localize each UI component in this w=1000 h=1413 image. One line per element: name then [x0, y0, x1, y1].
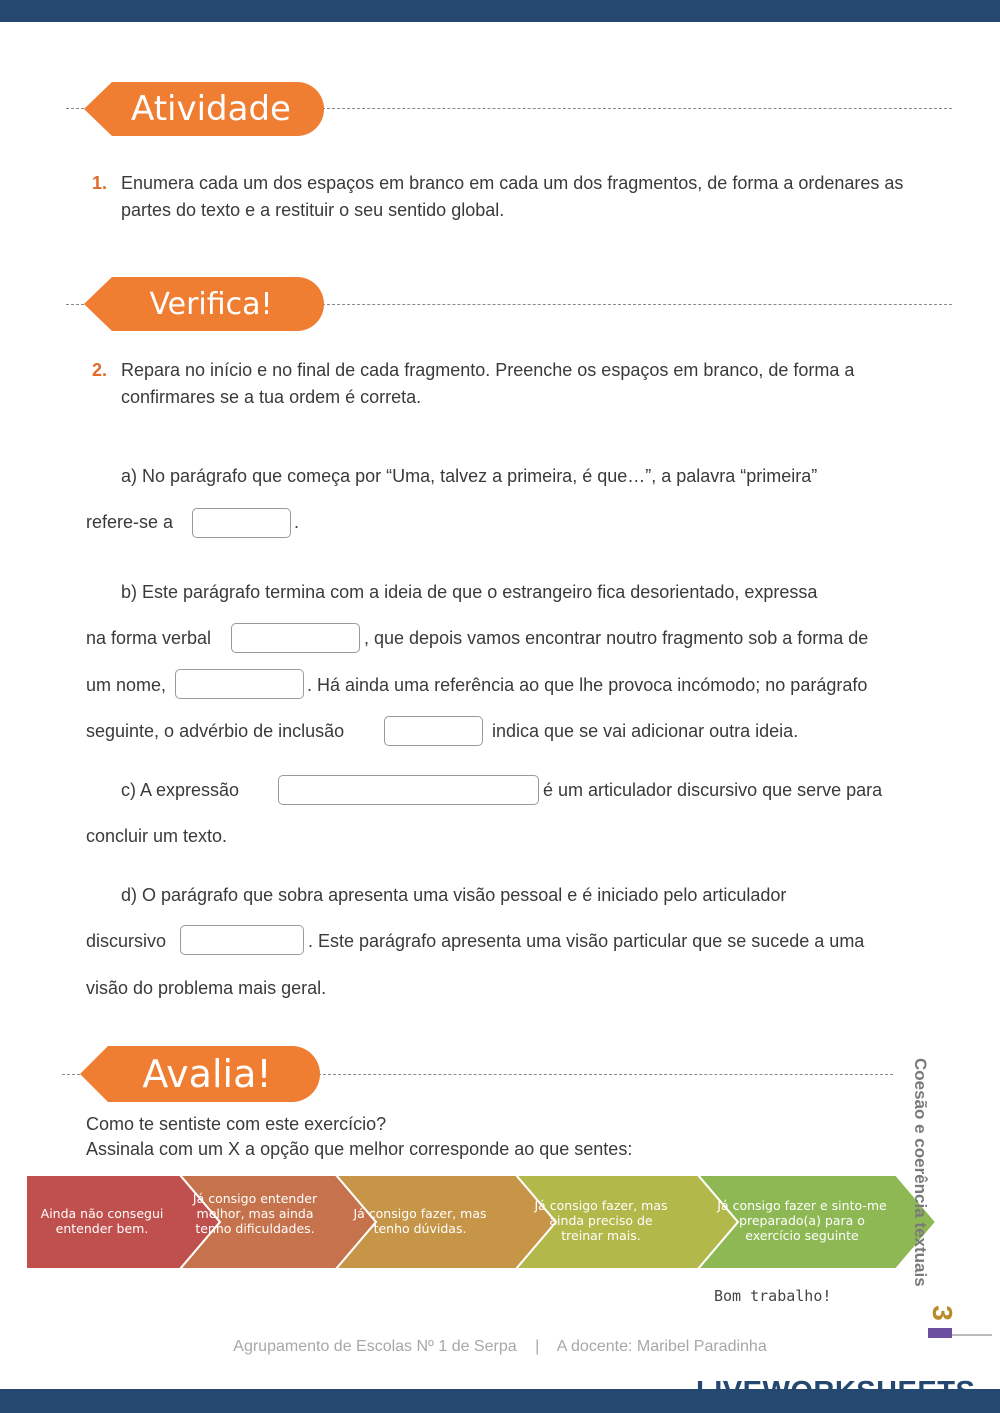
chapter-title: Coesão e coerência textuais [911, 1058, 930, 1287]
evaluation-option-label[interactable]: Ainda não consegui entender bem. [40, 1206, 164, 1236]
item-d-line: discursivo [86, 931, 167, 951]
chapter-sidebar [911, 1058, 958, 1296]
item-b-line: indica que se vai adicionar outra ideia. [492, 721, 799, 741]
item-a-line: . [294, 512, 300, 532]
chapter-accent-line [952, 1334, 992, 1336]
answer-blank-b2[interactable] [175, 669, 304, 699]
evaluation-prompt: Como te sentiste com este exercício? [86, 1114, 387, 1134]
chapter-number: 3 [927, 1305, 958, 1321]
item-c-line: concluir um texto. [86, 826, 228, 846]
dashed-rule [318, 1074, 893, 1075]
evaluation-option-label[interactable]: Já consigo fazer e sinto-me preparado(a) para o exercício seguinte [717, 1198, 887, 1243]
question-2 [92, 357, 932, 411]
dashed-rule [322, 304, 952, 305]
item-c-line: c) A expressão [121, 780, 240, 800]
section-title: Atividade [131, 89, 291, 129]
footer-school: Agrupamento de Escolas Nº 1 de Serpa [233, 1338, 517, 1355]
section-banner-avalia [80, 1046, 320, 1102]
section-title: Verifica! [149, 286, 273, 322]
answer-blank-a[interactable] [192, 508, 291, 538]
answer-blank-b1[interactable] [231, 623, 360, 653]
evaluation-option-label[interactable]: Já consigo fazer, mas tenho dúvidas. [353, 1206, 487, 1236]
dashed-rule [62, 1074, 80, 1075]
evaluation-option-label[interactable]: Já consigo entender melhor, mas ainda tenho dificuldades. [192, 1191, 318, 1236]
item-d-line: visão do problema mais geral. [86, 978, 327, 998]
footer-separator: | [535, 1338, 540, 1355]
question-number: 2. [92, 360, 108, 380]
question-number: 1. [92, 173, 108, 193]
item-b-line: na forma verbal [86, 628, 212, 648]
footer-teacher: A docente: Maribel Paradinha [556, 1338, 767, 1355]
item-d-line: . Este parágrafo apresenta uma visão particular que se sucede a uma [308, 931, 865, 951]
chapter-accent [928, 1328, 952, 1338]
question-text: Repara no início e no final de cada fragmento. Preenche os espaços em branco, de forma a confirmares se a tua ordem é correta. [121, 360, 855, 407]
section-banner-verifica [84, 277, 324, 331]
item-d-line: d) O parágrafo que sobra apresenta uma visão pessoal e é iniciado pelo articulador [121, 885, 787, 905]
dashed-rule [66, 304, 84, 305]
item-a-line: refere-se a [86, 512, 174, 532]
answer-blank-c[interactable] [278, 775, 539, 805]
closing-note: Bom trabalho! [714, 1287, 832, 1305]
item-b-line: . Há ainda uma referência ao que lhe provoca incómodo; no parágrafo [307, 675, 868, 695]
evaluation-prompt: Assinala com um X a opção que melhor corresponde ao que sentes: [86, 1139, 633, 1159]
item-a-line: a) No parágrafo que começa por “Uma, talvez a primeira, é que…”, a palavra “primeira” [121, 466, 818, 486]
section-banner-atividade [84, 82, 324, 136]
section-title: Avalia! [142, 1052, 272, 1096]
answer-blank-b3[interactable] [384, 716, 483, 746]
answer-blank-d[interactable] [180, 925, 304, 955]
question-1 [92, 170, 932, 224]
brand-logo: LIVEWORKSHEETS [696, 1376, 976, 1408]
item-b-line: b) Este parágrafo termina com a ideia de que o estrangeiro fica desorientado, expressa [121, 582, 818, 602]
evaluation-option-label[interactable]: Já consigo fazer, mas ainda preciso de treinar mais. [534, 1198, 668, 1243]
footer [0, 1338, 1000, 1356]
question-text: Enumera cada um dos espaços em branco em cada um dos fragmentos, de forma a ordenares as partes do texto e a restituir o seu sentido global. [121, 173, 904, 220]
item-b-line: um nome, [86, 675, 167, 695]
item-c-line: é um articulador discursivo que serve para [543, 780, 883, 800]
item-b-line: , que depois vamos encontrar noutro fragmento sob a forma de [364, 628, 869, 648]
dashed-rule [66, 108, 84, 109]
dashed-rule [322, 108, 952, 109]
top-bar [0, 0, 1000, 22]
item-b-line: seguinte, o advérbio de inclusão [86, 721, 345, 741]
